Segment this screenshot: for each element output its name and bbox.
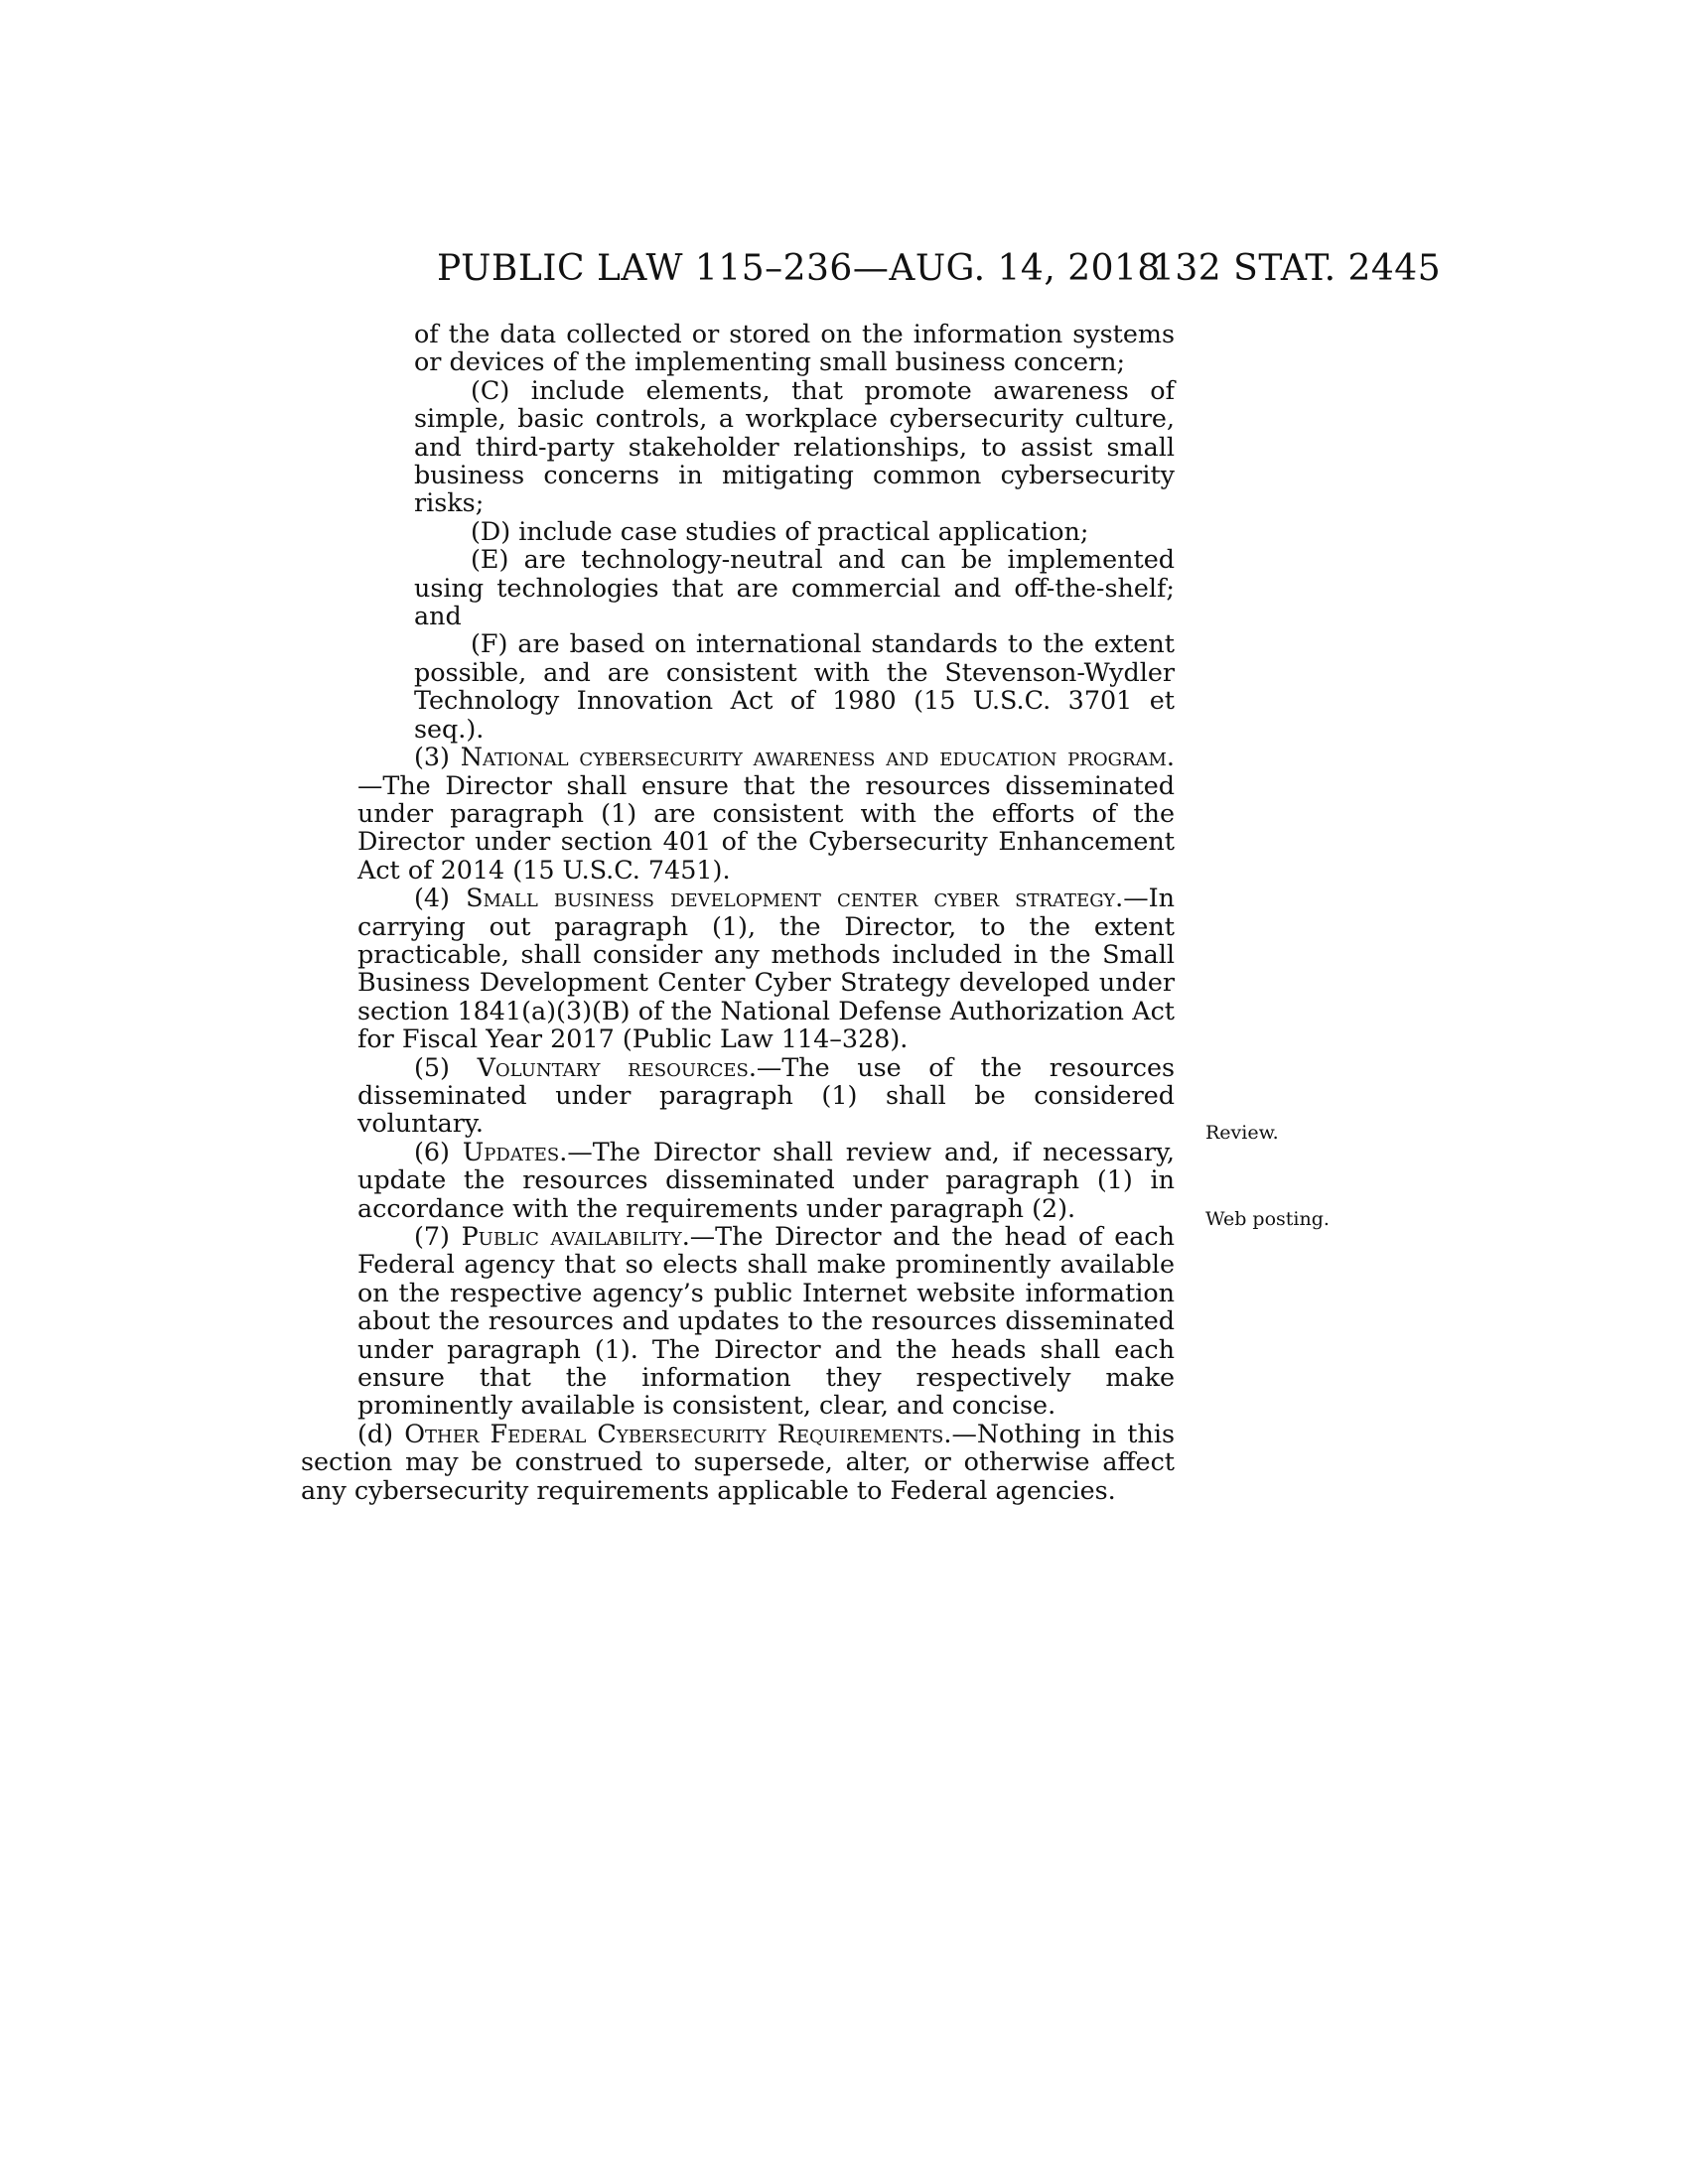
paragraph-7 [301, 1222, 1175, 1420]
margin-note-review: Review. [1205, 1122, 1279, 1144]
paragraph-4-number: (4) [414, 883, 450, 913]
paragraph-4-text: —In carrying out paragraph (1), the Director, to the extent practicable, shall consider any methods included in the Small Business Development Center Cyber Strategy developed under section 1841(a)(3)(B) of the National Defense Authorization Act for Fiscal Year 2017 (Public Law 114–328). [357, 883, 1175, 1054]
paragraph-3-heading: National cybersecurity awareness and education program. [460, 742, 1176, 772]
subsection-d-number: (d) [357, 1418, 394, 1448]
paragraph-4-heading: Small business development center cyber strategy. [466, 883, 1124, 913]
paragraph-5-number: (5) [414, 1051, 450, 1082]
paragraph-6 [301, 1138, 1175, 1222]
paragraph-3-text: —The Director shall ensure that the resources disseminated under paragraph (1) are consistent with the efforts of the Director under section 401 of the Cybersecurity Enhancement Act of 2014 (15 U.S.C. 7451). [357, 769, 1175, 885]
public-law-header: PUBLIC LAW 115–236—AUG. 14, 2018 [437, 248, 1161, 289]
paragraph-6-heading: Updates. [462, 1136, 568, 1166]
paragraph-continuation: of the data collected or stored on the information systems or devices of the implementing small business concern; [414, 319, 1175, 377]
paragraph-3-number: (3) [414, 742, 450, 772]
paragraph-3 [301, 743, 1175, 884]
subparagraph-f: (F) are based on international standards to the extent possible, and are consistent with the Stevenson-Wydler Technology Innovation Act of 1980 (15 U.S.C. 3701 et seq.). [414, 628, 1175, 744]
paragraph-4 [301, 884, 1175, 1052]
paragraph-6-text: —The Director shall review and, if necessary, update the resources disseminated under paragraph (1) in accordance with the requirements under paragraph (2). [357, 1136, 1175, 1223]
subparagraph-d: (D) include case studies of practical application; [471, 515, 1089, 546]
paragraph-5 [301, 1053, 1175, 1138]
subparagraph-e: (E) are technology-neutral and can be implemented using technologies that are commercial and off-the-shelf; and [414, 544, 1175, 631]
subsection-d-heading: Other Federal Cybersecurity Requirements. [404, 1418, 952, 1448]
paragraph-7-text: —The Director and the head of each Federal agency that so elects shall make prominently available on the respective agency’s public Internet website information about the resources and updates to the resources disseminated under paragraph (1). The Director and the heads shall each ensure that the information they respectively make prominently available is consistent, clear, and concise. [357, 1221, 1175, 1421]
paragraph-5-text: —The use of the resources disseminated under paragraph (1) shall be considered voluntary. [357, 1051, 1175, 1139]
paragraph-7-heading: Public availability. [461, 1221, 690, 1251]
subparagraph-c: (C) include elements, that promote awareness of simple, basic controls, a workplace cybersecurity culture, and third-party stakeholder relationships, to assist small business concerns in mitigating common cybersecurity risks; [414, 374, 1175, 518]
paragraph-6-number: (6) [414, 1136, 450, 1166]
statute-page-number: 132 STAT. 2445 [1152, 248, 1442, 289]
subsection-d-text: —Nothing in this section may be construed to supersede, alter, or otherwise affect any cybersecurity requirements applicable to Federal agencies. [301, 1418, 1176, 1505]
paragraph-7-number: (7) [414, 1221, 450, 1251]
paragraph-5-heading: Voluntary resources. [477, 1051, 757, 1082]
statute-body [301, 320, 1175, 1504]
subsection-d [301, 1420, 1175, 1504]
margin-note-web-posting: Web posting. [1205, 1208, 1330, 1230]
